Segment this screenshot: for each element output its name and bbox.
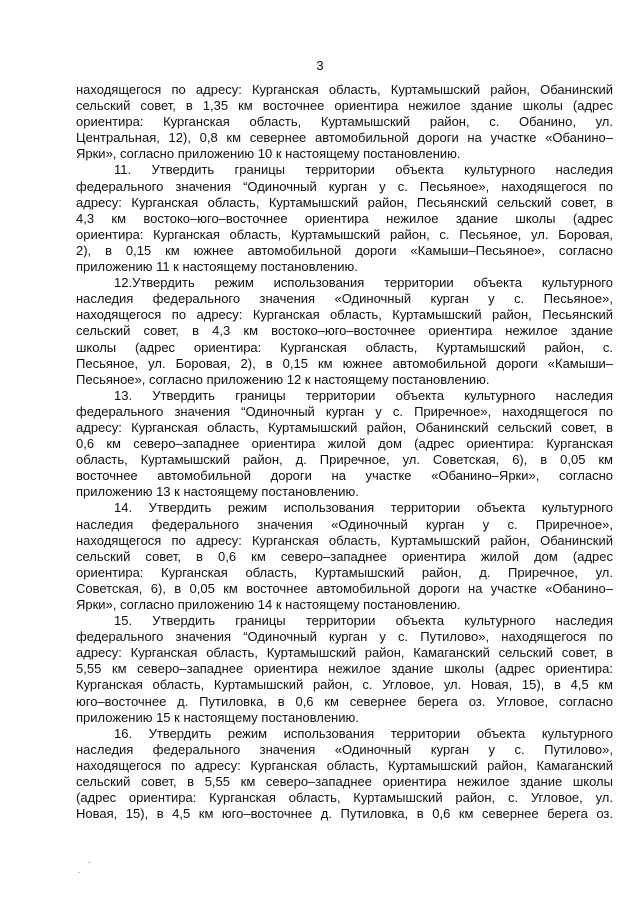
text-line: приложению 11 к настоящему постановлению. [76, 259, 358, 275]
text-line: находящегося по адресу: Курганская область, Куртамышский район, Камаганский [76, 757, 613, 773]
text-line: федерального значения “Одиночный курган у с. Приречное», находящегося по [76, 403, 613, 419]
text-line: адресу: Курганская область, Куртамышский район, Песьянский сельский совет, в [76, 194, 613, 210]
text-line: 0,6 км северо–западнее ориентира жилой дом (адрес ориентира: Курганская [76, 436, 613, 452]
text-line: (адрес ориентира: Курганская область, Куртамышский район, с. Угловое, ул. [76, 790, 613, 806]
text-line: восточнее автомобильной дороги на участке «Обанино–Ярки», согласно [76, 468, 613, 484]
text-line: 15. Утвердить границы территории объекта культурного наследия [114, 613, 613, 629]
text-line: ориентира: Курганская область, Куртамышский район, с. Обанино, ул. [76, 114, 613, 130]
text-line: 12.Утвердить режим использования территории объекта культурного [114, 275, 613, 291]
page-number: 3 [316, 58, 324, 73]
document-body [76, 82, 613, 822]
text-line: Песьяное», согласно приложению 12 к настоящему постановлению. [76, 371, 490, 387]
text-line: Центральная, 12), 0,8 км севернее автомобильной дороги на участке «Обанино– [76, 130, 613, 146]
scan-speck [88, 862, 90, 863]
text-line: находящегося по адресу: Курганская область, Куртамышский район, Песьянский [76, 307, 613, 323]
text-line: федерального значения “Одиночный курган у с. Песьяное», находящегося по [76, 178, 613, 194]
text-line: Песьяное, ул. Боровая, 2), в 0,15 км южнее автомобильной дороги «Камыши– [76, 355, 613, 371]
text-line: Курганская область, Куртамышский район, с. Угловое, ул. Новая, 15), в 4,5 км [76, 677, 613, 693]
text-line: 11. Утвердить границы территории объекта культурного наследия [114, 162, 613, 178]
text-line: наследия федерального значения «Одиночный курган у с. Песьяное», [76, 291, 613, 307]
text-line: федерального значения “Одиночный курган у с. Путилово», находящегося по [76, 629, 613, 645]
text-line: сельский совет, в 1,35 км восточнее ориентира нежилое здание школы (адрес [76, 98, 613, 114]
text-line: Ярки», согласно приложению 14 к настоящему постановлению. [76, 597, 461, 612]
text-line: ориентира: Курганская область, Куртамышский район, с. Песьяное, ул. Боровая, [76, 226, 613, 242]
text-line: находящегося по адресу: Курганская область, Куртамышский район, Обанинский [76, 532, 613, 548]
text-line: 5,55 км северо–западнее ориентира нежилое здание школы (адрес ориентира: [76, 661, 613, 677]
text-line: школы (адрес ориентира: Курганская область, Куртамышский район, с. [76, 339, 613, 355]
text-line: 4,3 км востоко–юго–восточнее ориентира нежилое здание школы (адрес [76, 210, 613, 226]
text-line: Советская, 6), в 0,05 км восточнее автомобильной дороги на участке «Обанино– [76, 580, 613, 596]
text-line: область, Куртамышский район, д. Приречное, ул. Советская, 6), в 0,05 км [76, 452, 613, 468]
text-line: сельский совет, в 4,3 км востоко–юго–восточнее ориентира нежилое здание [76, 323, 613, 339]
text-line: находящегося по адресу: Курганская область, Куртамышский район, Обанинский [76, 82, 613, 97]
text-line: сельский совет, в 5,55 км северо–западнее ориентира нежилое здание школы [76, 774, 613, 790]
text-line: ориентира: Курганская область, Куртамышский район, д. Приречное, ул. [76, 564, 613, 580]
text-line: приложению 13 к настоящему постановлению. [76, 484, 359, 500]
text-line: 14. Утвердить режим использования территории объекта культурного [114, 500, 613, 516]
text-line: наследия федерального значения «Одиночный курган у с. Приречное», [76, 516, 613, 532]
text-line: 2), в 0,15 км южнее автомобильной дороги «Камыши–Песьяное», согласно [76, 242, 613, 258]
text-line: 16. Утвердить режим использования территории объекта культурного [114, 725, 613, 741]
text-line: 13. Утвердить границы территории объекта культурного наследия [114, 387, 613, 403]
text-line: Ярки», согласно приложению 10 к настоящему постановлению. [76, 146, 461, 162]
text-line: адресу: Курганская область, Куртамышский район, Камаганский сельский совет, в [76, 645, 613, 661]
text-line: юго–восточнее д. Путиловка, в 0,6 км севернее берега оз. Угловое, согласно [76, 693, 613, 709]
text-line: адресу: Курганская область, Куртамышский район, Обанинский сельский совет, в [76, 419, 613, 435]
text-line: наследия федерального значения «Одиночный курган у с. Путилово», [76, 741, 613, 757]
text-line: сельский совет, в 0,6 км северо–западнее ориентира жилой дом (адрес [76, 548, 613, 564]
text-line: приложению 15 к настоящему постановлению. [76, 709, 359, 725]
text-line: Новая, 15), в 4,5 км юго–восточнее д. Путиловка, в 0,6 км севернее берега оз. [76, 806, 613, 822]
scan-speck [78, 872, 80, 873]
